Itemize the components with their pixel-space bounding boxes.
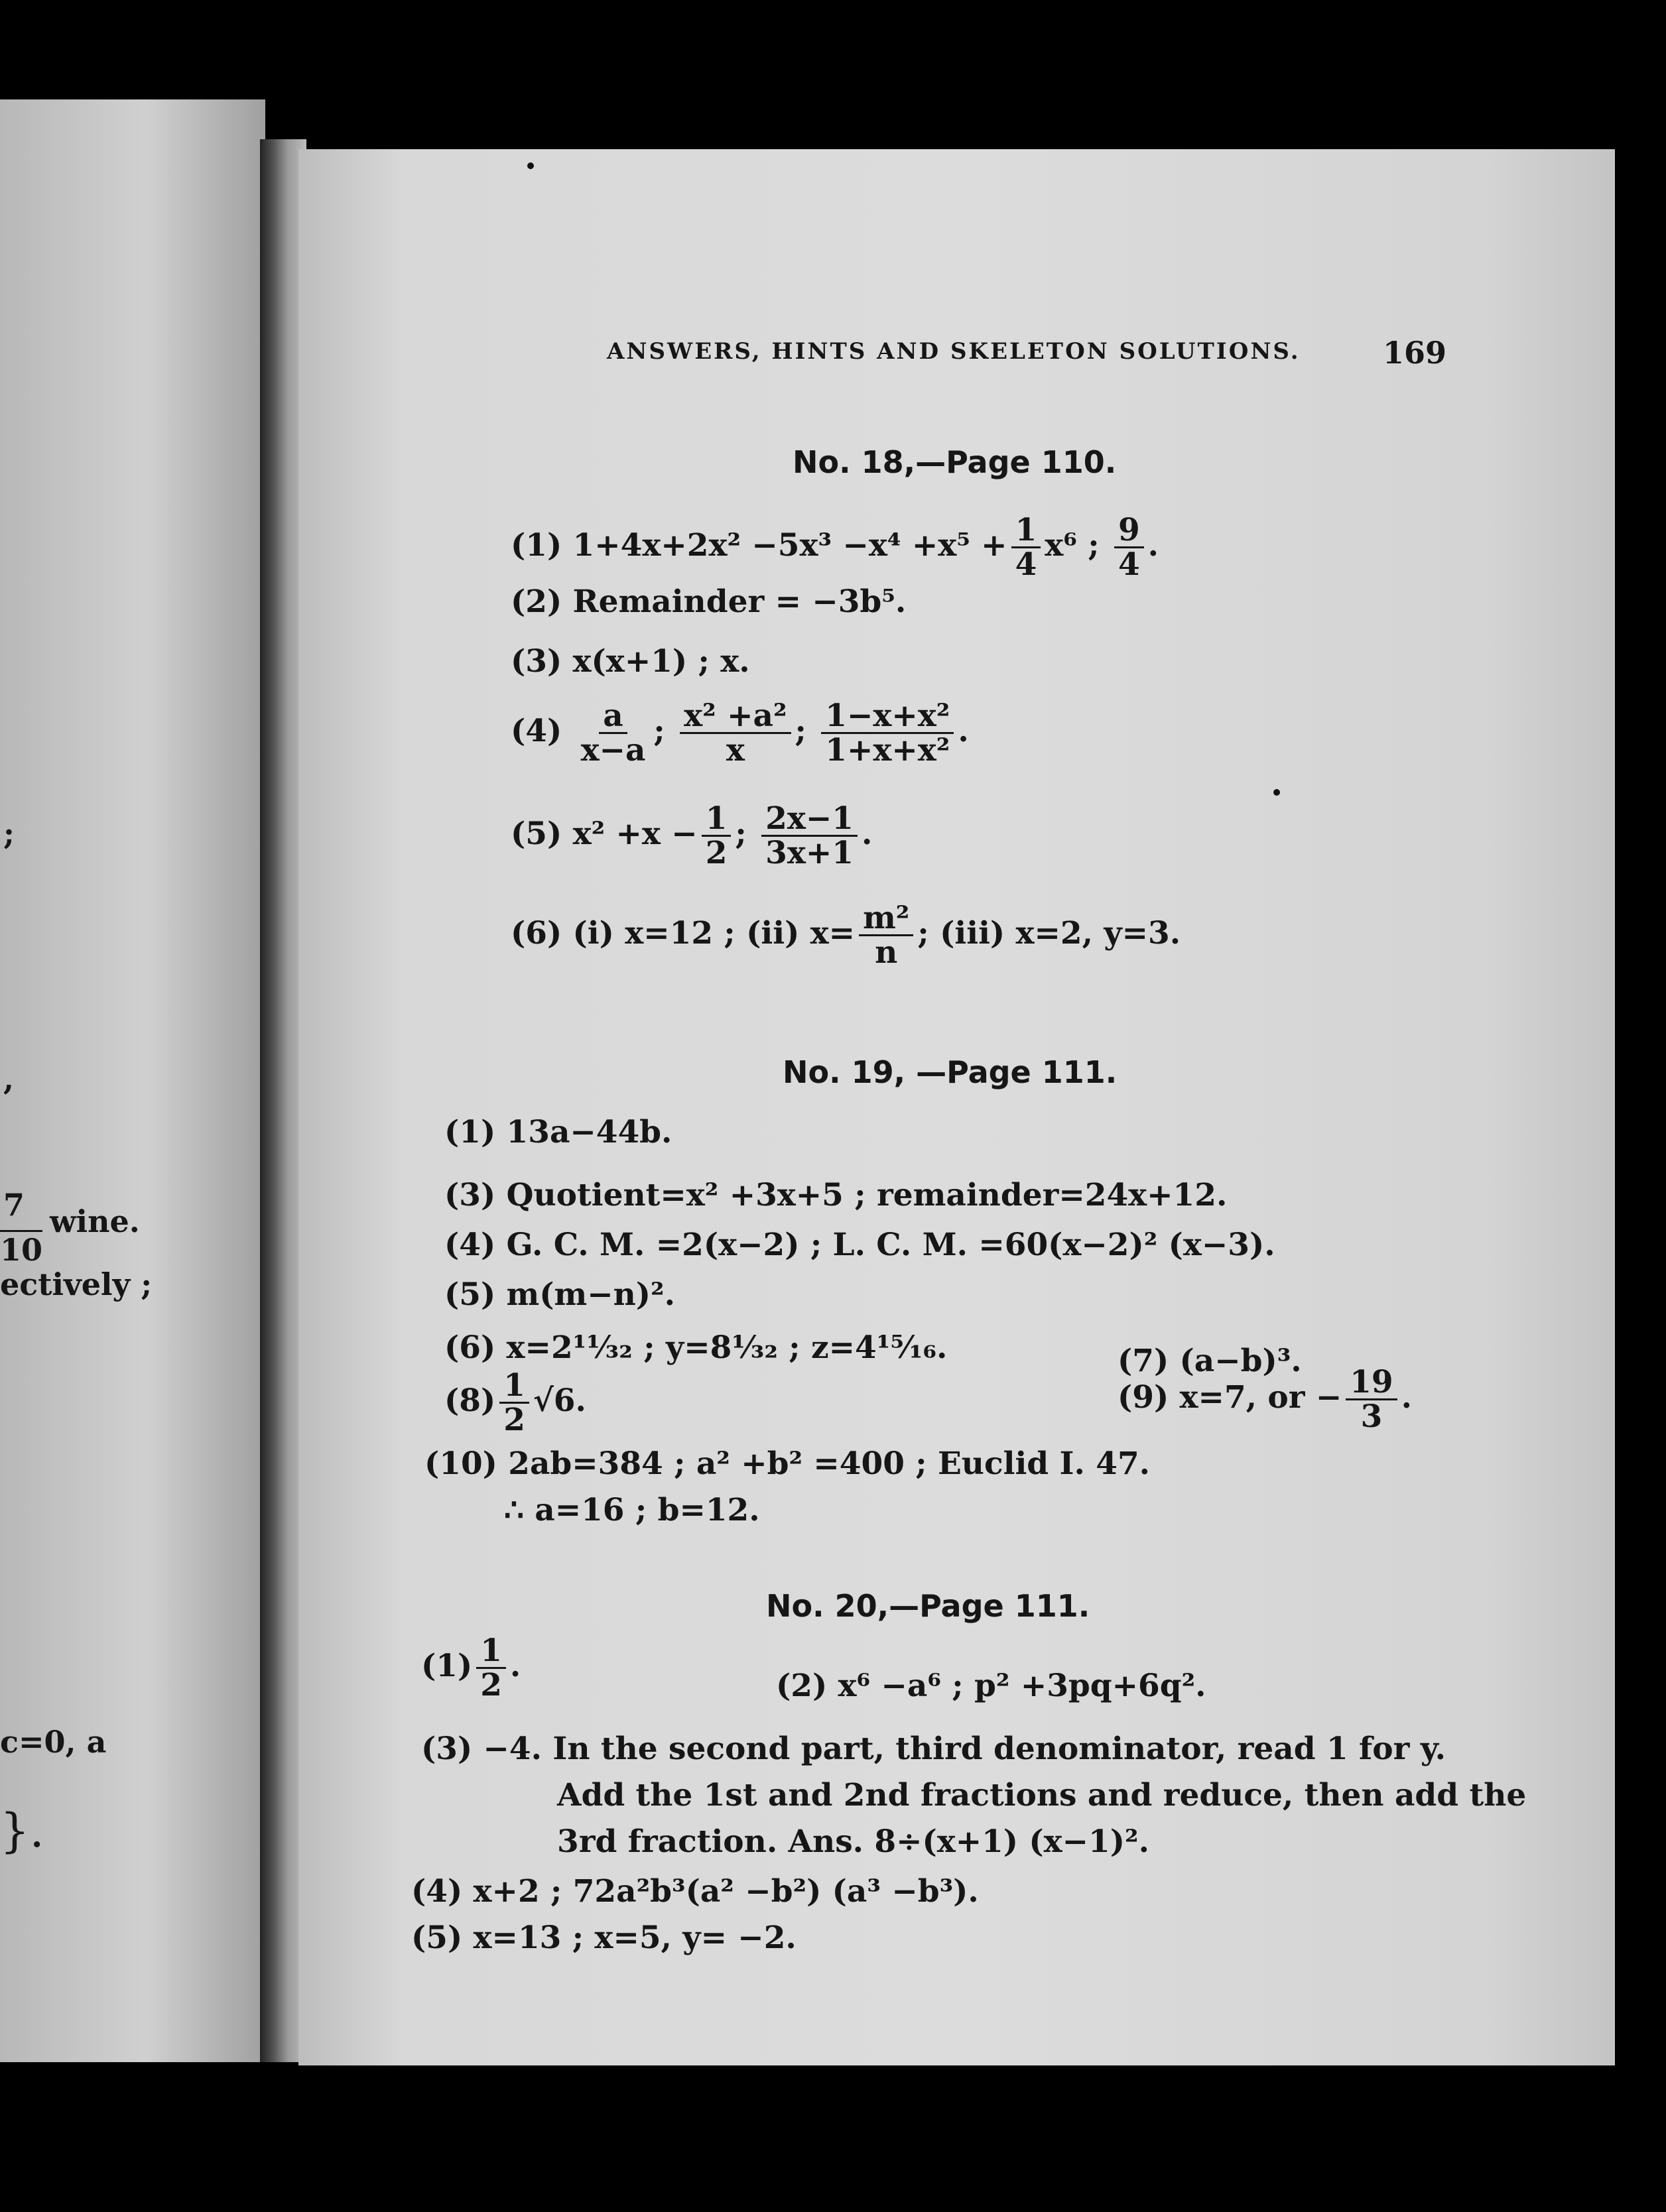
- answer-20-3-line3: 3rd fraction. Ans. 8÷(x+1) (x−1)².: [557, 1823, 1149, 1860]
- answer-19-10-line2: ∴ a=16 ; b=12.: [504, 1492, 760, 1528]
- answer-20-4: (4) x+2 ; 72a²b³(a² −b²) (a³ −b³).: [411, 1873, 979, 1910]
- answer-19-9: (9) x=7, or − $\frac{19}{3}$ .: [1118, 1364, 1413, 1436]
- right-page: [298, 149, 1615, 2065]
- answer-18-5: (5) x² +x − $\frac{1}{2}$ ; $\frac{2x-1}{3x+1}$ .: [511, 800, 873, 872]
- section-heading-19: No. 19, —Page 111.: [783, 1054, 1118, 1090]
- left-fragment-c0: c=0, a: [0, 1724, 107, 1760]
- answer-19-6: (6) x=2¹¹⁄₃₂ ; y=8¹⁄₃₂ ; z=4¹⁵⁄₁₆.: [444, 1329, 948, 1366]
- ink-speck: [527, 162, 534, 169]
- answer-20-3-line2: Add the 1st and 2nd fractions and reduce, then add the: [557, 1777, 1527, 1813]
- answer-19-4: (4) G. C. M. =2(x−2) ; L. C. M. =60(x−2)² (x−3).: [444, 1227, 1275, 1263]
- answer-20-2: (2) x⁶ −a⁶ ; p² +3pq+6q².: [776, 1668, 1206, 1704]
- ink-speck: [1273, 789, 1280, 796]
- left-page-edge: [0, 99, 265, 2062]
- left-fragment-wine: wine.: [50, 1203, 140, 1239]
- answer-19-7: (7) (a−b)³.: [1118, 1343, 1302, 1379]
- section-heading-18: No. 18,—Page 110.: [793, 444, 1117, 480]
- answer-19-5: (5) m(m−n)².: [444, 1276, 675, 1313]
- answer-18-3: (3) x(x+1) ; x.: [511, 643, 750, 680]
- answer-18-2: (2) Remainder = −3b⁵.: [511, 584, 907, 620]
- answer-19-1: (1) 13a−44b.: [444, 1114, 673, 1150]
- answer-18-1: (1) 1+4x+2x² −5x³ −x⁴ +x⁵ + $\frac{1}{4}$ x⁶ ; $\frac{9}{4}$ .: [511, 512, 1159, 584]
- left-fragment-comma: ,: [3, 1061, 15, 1097]
- answer-20-5: (5) x=13 ; x=5, y= −2.: [411, 1920, 797, 1956]
- answer-19-10-line1: (10) 2ab=384 ; a² +b² =400 ; Euclid I. 47.: [424, 1445, 1151, 1482]
- left-fragment-semicolon: ;: [3, 816, 15, 851]
- left-fragment-ectively: ectively ;: [0, 1266, 153, 1302]
- running-title: ANSWERS, HINTS AND SKELETON SOLUTIONS.: [607, 338, 1301, 365]
- left-fragment-denominator: 10: [0, 1230, 42, 1268]
- page-number: 169: [1383, 335, 1447, 371]
- answer-19-3: (3) Quotient=x² +3x+5 ; remainder=24x+12.: [444, 1177, 1228, 1213]
- section-heading-20: No. 20,—Page 111.: [766, 1588, 1090, 1624]
- answer-19-8: (8) $\frac{1}{2}$ √6.: [444, 1367, 586, 1439]
- left-fragment-brace: }.: [0, 1804, 44, 1858]
- left-fragment-numerator: 7: [3, 1187, 25, 1223]
- answer-18-4: (4) $\frac{a}{x-a}$ ; $\frac{\text{x² +a²}}{x}$ ; $\frac{\text{1−x+x²}}{\text{1+x+x²}}$ .: [511, 698, 969, 769]
- answer-18-6: (6) (i) x=12 ; (ii) x= $\frac{\text{m²}}{n}$ ; (iii) x=2, y=3.: [511, 900, 1181, 971]
- answer-20-1: (1) $\frac{1}{2}$ .: [421, 1632, 521, 1704]
- answer-20-3-line1: (3) −4. In the second part, third denominator, read 1 for y.: [421, 1731, 1446, 1767]
